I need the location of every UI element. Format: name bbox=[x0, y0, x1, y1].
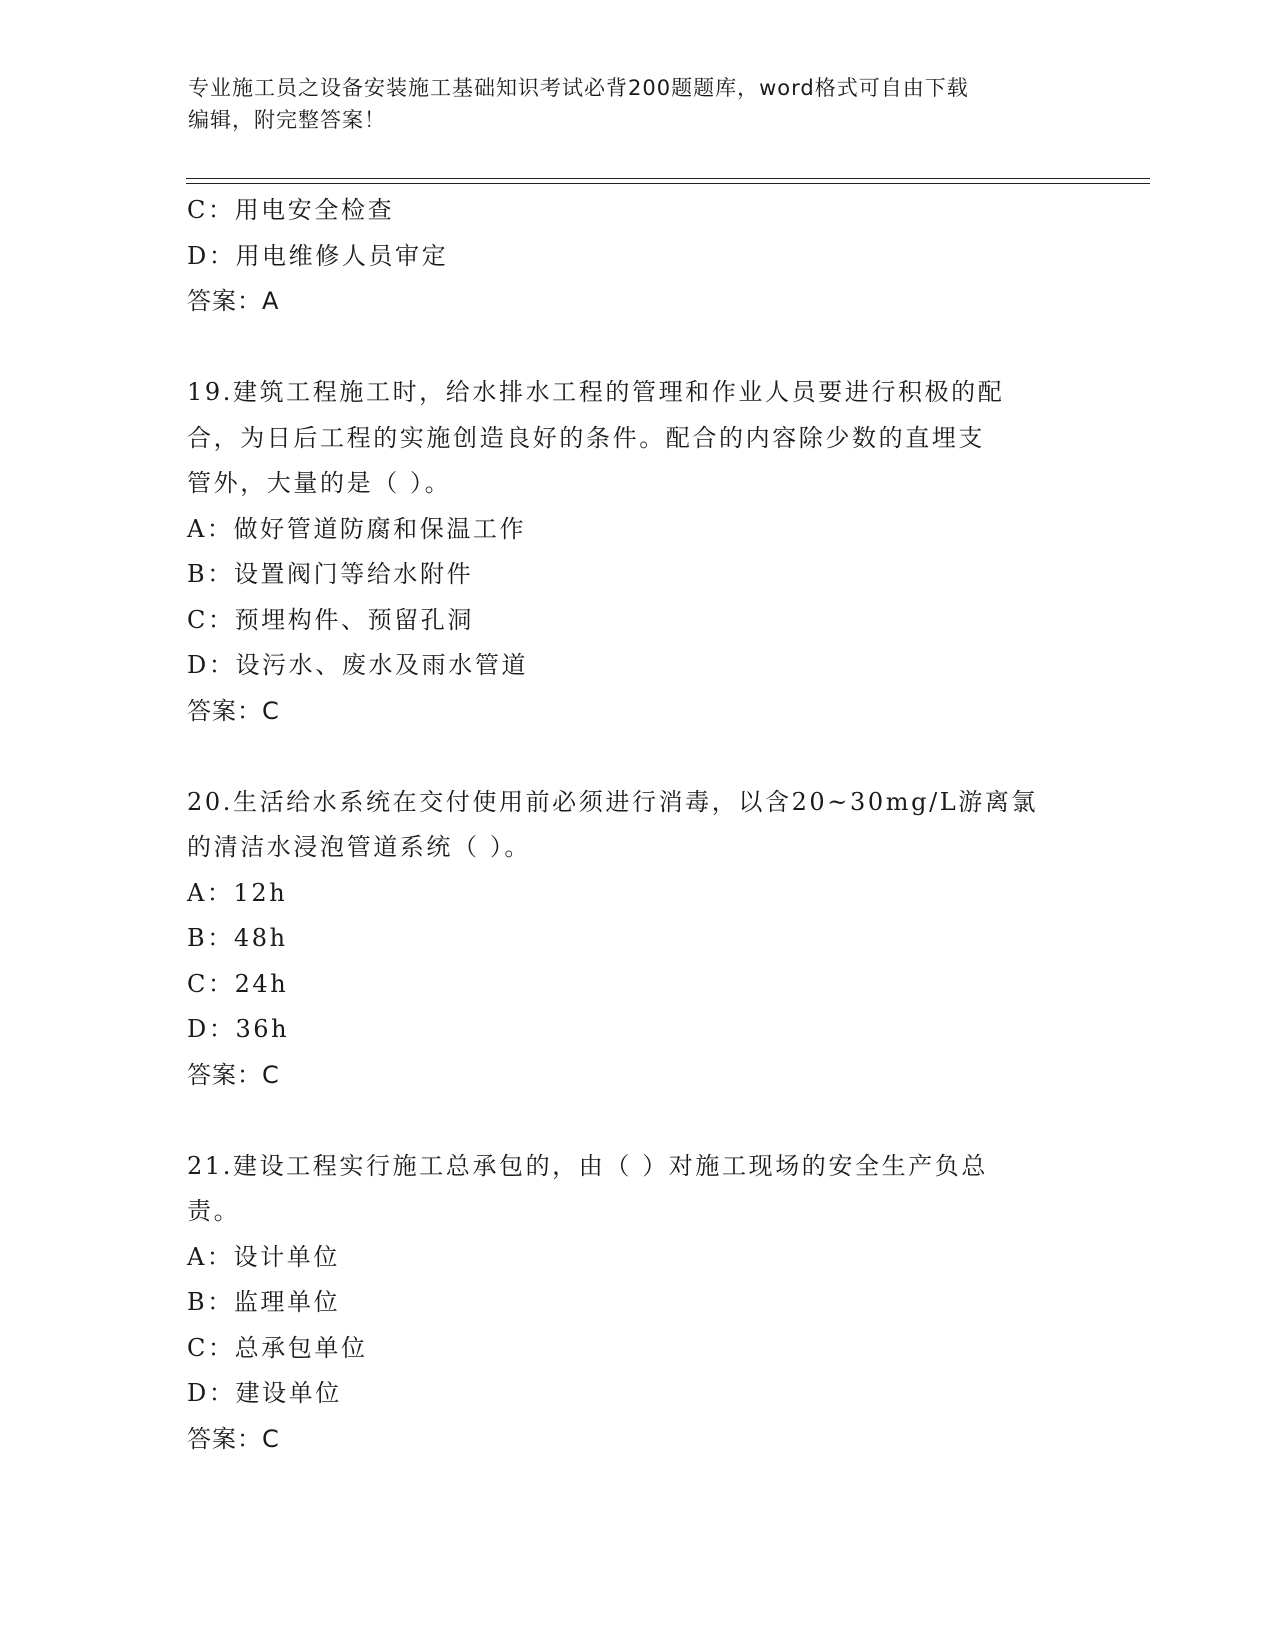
option-d: D：用电维修人员审定 bbox=[187, 241, 449, 270]
option-c: C：总承包单位 bbox=[187, 1333, 368, 1362]
option-c: C：用电安全检查 bbox=[187, 196, 395, 224]
answer-line: 答案：C bbox=[187, 1060, 280, 1089]
option-d: D：36h bbox=[187, 1015, 290, 1043]
option-a: A：设计单位 bbox=[187, 1242, 340, 1271]
header-title-line-1: 专业施工员之设备安装施工基础知识考试必背200题题库，word格式可自由下载 bbox=[188, 76, 969, 100]
question-18-tail bbox=[187, 188, 1067, 325]
question-stem-line: 管外，大量的是（ ）。 bbox=[187, 469, 452, 497]
question-stem-line: 20.生活给水系统在交付使用前必须进行消毒，以含20~30mg/L游离氯 bbox=[187, 787, 1039, 816]
question-19 bbox=[187, 370, 1067, 734]
header-divider-bottom bbox=[186, 183, 1150, 184]
spacer bbox=[187, 734, 1067, 780]
option-b: B：48h bbox=[187, 924, 288, 952]
question-stem-line: 合，为日后工程的实施创造良好的条件。配合的内容除少数的直埋支 bbox=[187, 423, 985, 452]
answer-line: 答案：C bbox=[187, 696, 280, 725]
option-b: B：设置阀门等给水附件 bbox=[187, 560, 474, 588]
header-title-line-2: 编辑，附完整答案！ bbox=[188, 108, 386, 132]
option-c: C：24h bbox=[187, 969, 289, 998]
option-b: B：监理单位 bbox=[187, 1288, 341, 1316]
question-20 bbox=[187, 780, 1067, 1099]
option-c: C：预埋构件、预留孔洞 bbox=[187, 605, 474, 634]
spacer bbox=[187, 325, 1067, 371]
option-a: A：做好管道防腐和保温工作 bbox=[187, 514, 527, 543]
question-stem-line: 的清洁水浸泡管道系统（ ）。 bbox=[187, 833, 532, 861]
question-stem-line: 19.建筑工程施工时，给水排水工程的管理和作业人员要进行积极的配 bbox=[187, 378, 1005, 406]
question-stem-line: 21.建设工程实行施工总承包的，由（ ）对施工现场的安全生产负总 bbox=[187, 1151, 988, 1180]
spacer bbox=[187, 1098, 1067, 1144]
page-header bbox=[188, 72, 1068, 136]
option-d: D：设污水、废水及雨水管道 bbox=[187, 651, 529, 679]
option-d: D：建设单位 bbox=[187, 1379, 342, 1407]
question-21 bbox=[187, 1144, 1067, 1463]
option-a: A：12h bbox=[187, 878, 288, 907]
answer-line: 答案：A bbox=[187, 287, 280, 315]
document-body bbox=[187, 188, 1067, 1462]
header-divider-top bbox=[186, 178, 1150, 179]
question-stem-line: 责。 bbox=[187, 1197, 241, 1225]
answer-line: 答案：C bbox=[187, 1424, 280, 1453]
